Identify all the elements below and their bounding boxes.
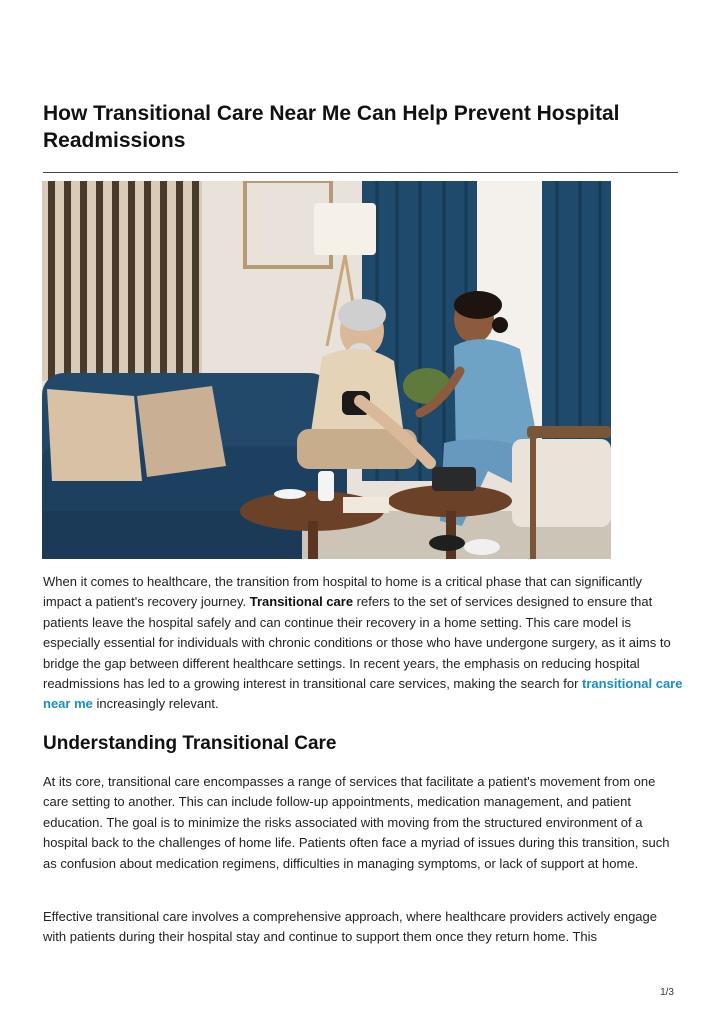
intro-text-1: When it comes to healthcare, the transition from hospital to home is a critical phase that can significantly impact a patient's recovery journey.	[43, 574, 643, 610]
intro-bold-term: Transitional care	[249, 594, 354, 610]
intro-paragraph	[43, 572, 683, 715]
body-paragraph-1: At its core, transitional care encompasses a range of services that facilitate a patient's movement from one care setting to another. This can include follow-up appointments, medication management, and patient education. The goal is to minimize the risks associated with moving from the structured environment of a hospital back to the challenges of home life. Patients often face a myriad of issues during this transition, such as confusion about medication regimens, difficulties in managing symptoms, or lack of support at home.	[43, 774, 670, 871]
hero-image	[42, 181, 611, 559]
page-title: How Transitional Care Near Me Can Help Prevent Hospital Readmissions	[43, 102, 620, 152]
title-divider	[43, 172, 678, 173]
intro-text-2: refers to the set of services designed to ensure that patients leave the hospital safely and can continue their recovery in a home setting. This care model is especially essential for individuals with chronic conditions or those who have undergone surgery, as it aims to bridge the gap between different healthcare settings. In recent years, the emphasis on reducing hospital readmissions has led to a growing interest in transitional care services, making the search for	[43, 594, 671, 692]
intro-text-3: increasingly relevant.	[92, 696, 219, 712]
transitional-care-link[interactable]: transitional care near me	[43, 676, 683, 712]
page-number: 1/3	[660, 987, 674, 998]
section-heading: Understanding Transitional Care	[43, 733, 337, 754]
body-paragraph-2: Effective transitional care involves a comprehensive approach, where healthcare providers actively engage with patients during their hospital stay and continue to support them once they return home. This	[43, 909, 657, 945]
